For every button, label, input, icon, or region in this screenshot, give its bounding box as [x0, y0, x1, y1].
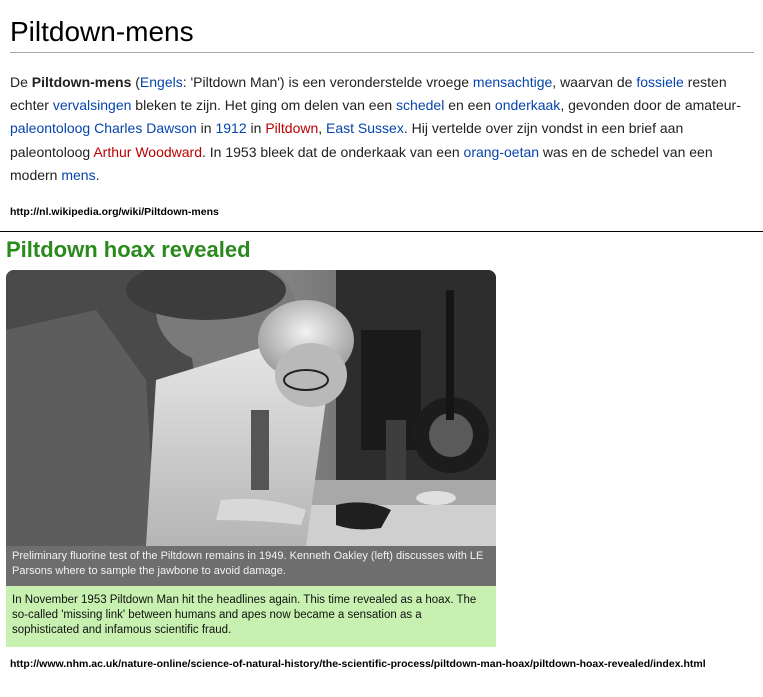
paragraph-text: : 'Piltdown Man') is een veronderstelde vroege	[182, 74, 473, 90]
nhm-source-url: http://www.nhm.ac.uk/nature-online/science-of-natural-history/the-scientific-process/piltdown-man-hoax/piltdown-hoax-revealed/index.html	[10, 658, 706, 670]
paragraph-text: en een	[444, 97, 495, 114]
wiki-link[interactable]: East Sussex	[326, 120, 404, 137]
hoax-heading: Piltdown hoax revealed	[6, 237, 251, 262]
wiki-link[interactable]: Charles Dawson	[94, 120, 197, 137]
paragraph-text: (	[131, 74, 140, 90]
wiki-link[interactable]: fossiele	[636, 74, 684, 90]
wiki-link[interactable]: Engels	[139, 74, 183, 90]
article-subject: Piltdown-mens	[31, 74, 132, 90]
paragraph-text: De	[10, 74, 32, 90]
wiki-link[interactable]: mensachtige	[472, 74, 553, 90]
paragraph-text: in	[196, 120, 216, 137]
hoax-summary: In November 1953 Piltdown Man hit the headlines again. This time revealed as a hoax. The so-called 'missing link' between humans and apes now became a sensation as a sophisticated and infamous scientific fraud.	[6, 586, 496, 647]
paragraph-text: . In 1953 bleek dat de onderkaak van een	[202, 143, 464, 160]
paragraph-text: , gevonden door de amateur-	[560, 97, 741, 114]
paragraph-text: , waarvan de	[552, 74, 637, 90]
historical-photo	[6, 270, 496, 546]
paragraph-text: .	[95, 166, 100, 183]
paragraph-text: ,	[318, 120, 327, 137]
wiki-link[interactable]: schedel	[396, 97, 445, 114]
wiki-link[interactable]: 1912	[215, 120, 247, 137]
paragraph-text: in	[246, 120, 266, 137]
wiki-link[interactable]: paleontoloog	[10, 120, 91, 137]
wiki-article	[10, 0, 754, 187]
paragraph-text: bleken te zijn. Het ging om delen van een	[131, 97, 397, 114]
paragraph-text: was en de schedel van een modern	[10, 143, 713, 183]
wiki-red-link[interactable]: Arthur Woodward	[93, 143, 202, 160]
photo-caption: Preliminary fluorine test of the Piltdown remains in 1949. Kenneth Oakley (left) discusses with LE Parsons where to sample the jawbone to avoid damage.	[6, 546, 496, 588]
wiki-link[interactable]: onderkaak	[494, 97, 561, 114]
wiki-source-url: http://nl.wikipedia.org/wiki/Piltdown-mens	[10, 206, 219, 218]
wiki-link[interactable]: orang-oetan	[463, 143, 540, 160]
page-title: Piltdown-mens	[10, 0, 754, 53]
article-paragraph	[10, 71, 750, 187]
wiki-red-link[interactable]: Piltdown	[265, 120, 319, 137]
paragraph-text: . Hij vertelde over zijn vondst in een brief aan paleontoloog	[10, 120, 684, 160]
section-divider	[0, 231, 763, 232]
paragraph-text: resten echter	[10, 74, 727, 114]
wiki-link[interactable]: vervalsingen	[52, 97, 132, 114]
wiki-link[interactable]: mens	[61, 166, 96, 183]
